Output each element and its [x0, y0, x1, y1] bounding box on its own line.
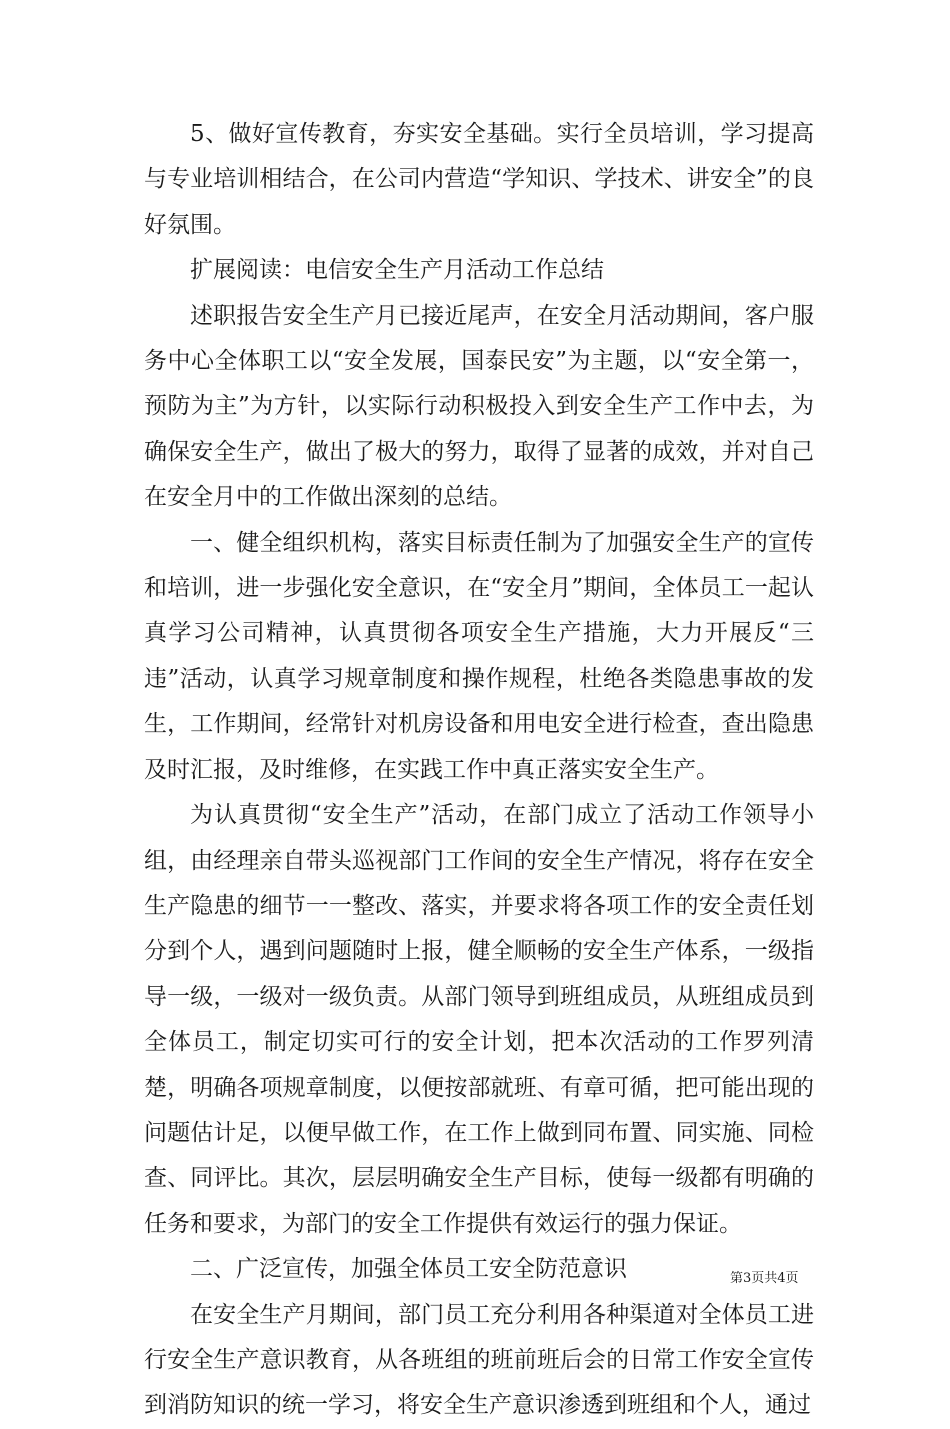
- document-body: [144, 112, 814, 1429]
- page-number-footer: 第3页共4页: [730, 1271, 799, 1286]
- section-two-paragraph: 在安全生产月期间，部门员工充分利用各种渠道对全体员工进行安全生产意识教育，从各班组的班前班后会的日常工作安全宣传到消防知识的统一学习，将安全生产意识渗透到班组和个人，通过: [144, 1301, 814, 1419]
- leadership-group-paragraph: 为认真贯彻“安全生产”活动，在部门成立了活动工作领导小组，由经理亲自带头巡视部门工作间的安全生产情况，将存在安全生产隐患的细节一一整改、落实，并要求将各项工作的安全责任划分到个人，遇到问题随时上报，健全顺畅的安全生产体系，一级指导一级，一级对一级负责。从部门领导到班组成员，从班组成员到全体员工，制定切实可行的安全计划，把本次活动的工作罗列清楚，明确各项规章制度，以便按部就班、有章可循，把可能出现的问题估计足，以便早做工作，在工作上做到同布置、同实施、同检查、同评比。其次，层层明确安全生产目标，使每一级都有明确的任务和要求，为部门的安全工作提供有效运行的强力保证。: [144, 802, 814, 1237]
- summary-intro-paragraph: 述职报告安全生产月已接近尾声，在安全月活动期间，客户服务中心全体职工以“安全发展，国泰民安”为主题，以“安全第一，预防为主”为方针，以实际行动积极投入到安全生产工作中去，为确保安全生产，做出了极大的努力，取得了显著的成效，并对自己在安全月中的工作做出深刻的总结。: [144, 302, 814, 511]
- section-one-paragraph: 一、健全组织机构，落实目标责任制为了加强安全生产的宣传和培训，进一步强化安全意识，在“安全月”期间，全体员工一起认真学习公司精神，认真贯彻各项安全生产措施，大力开展反“三违”活动，认真学习规章制度和操作规程，杜绝各类隐患事故的发生，工作期间，经常针对机房设备和用电安全进行检查，查出隐患及时汇报，及时维修，在实践工作中真正落实安全生产。: [144, 529, 814, 783]
- extended-reading-heading: 扩展阅读：电信安全生产月活动工作总结: [190, 257, 604, 284]
- paragraph-item-5-publicity: 5、做好宣传教育，夯实安全基础。实行全员培训，学习提高与专业培训相结合，在公司内营造“学知识、学技术、讲安全”的良好氛围。: [144, 121, 814, 238]
- section-two-heading: 二、广泛宣传，加强全体员工安全防范意识: [190, 1256, 627, 1283]
